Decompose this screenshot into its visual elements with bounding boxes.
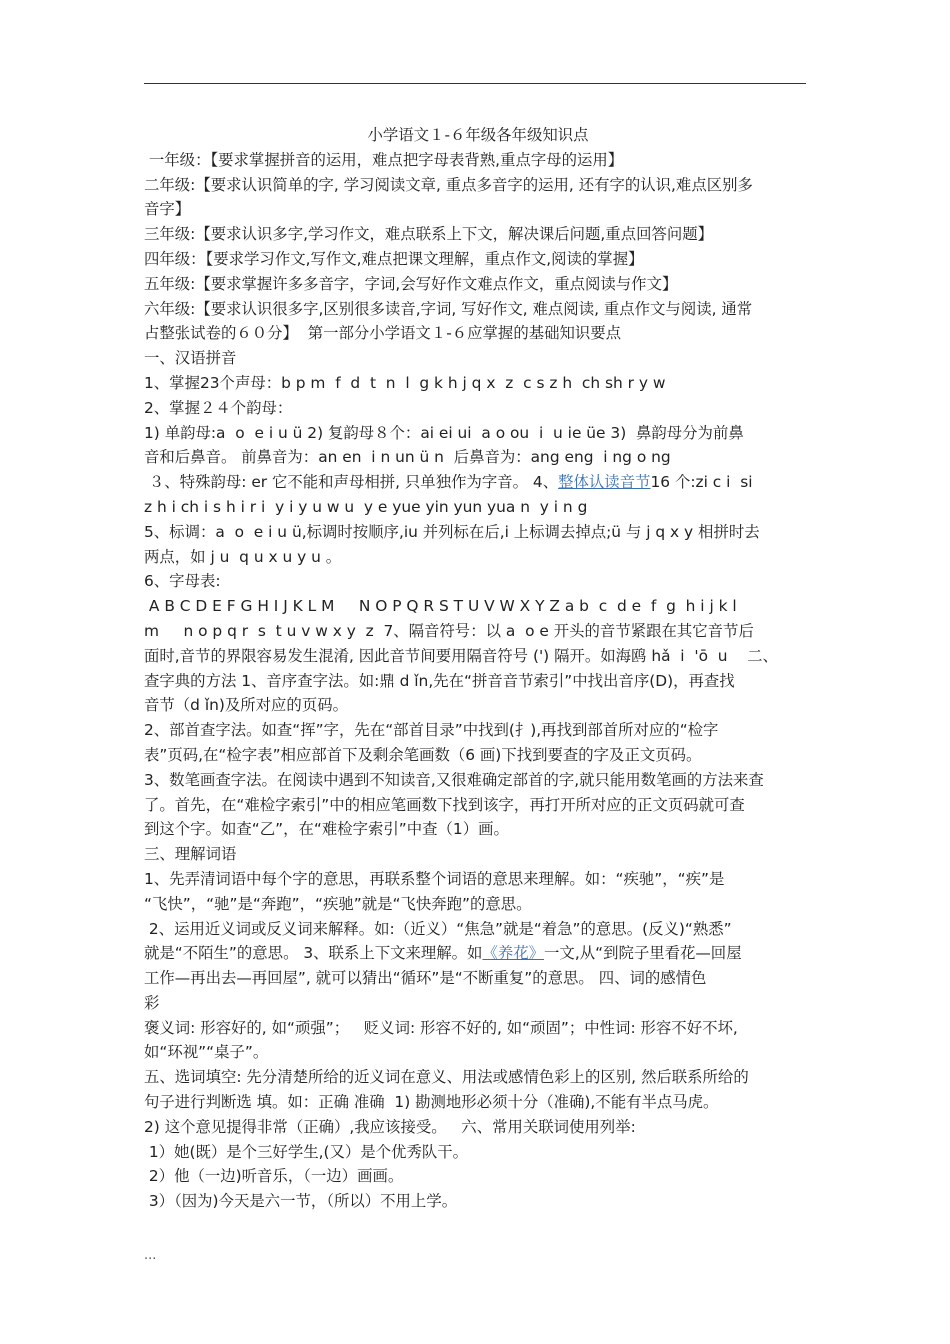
text-line: 2、掌握２４个韵母：	[144, 398, 293, 417]
text-line: 褒义词: 形容好的, 如“顽强”； 贬义词: 形容不好的, 如“顽固”；中性词: 形容不好不坏,	[144, 1018, 738, 1037]
text-line: 面时,音节的界限容易发生混淆, 因此音节间要用隔音符号 (') 隔开。如海鸥 hǎ i 'ō u ﻿二、	[144, 646, 778, 665]
page-title: 小学语文１-６年级各年级知识点	[367, 126, 589, 144]
text-line: 1、先弄清词语中每个字的意思，再联系整个词语的意思来理解。如：“疾驰”，“疾”是	[144, 869, 725, 888]
text-line: 一年级：【要求掌握拼音的运用，难点把字母表背熟,重点字母的运用】	[144, 150, 624, 169]
text-line: 3、数笔画查字法。在阅读中遇到不知读音,又很难确定部首的字,就只能用数笔画的方法来查	[144, 770, 764, 789]
text-line: 了。首先，在“难检字索引”中的相应笔画数下找到该字，再打开所对应的正文页码就可查	[144, 795, 745, 814]
text-line: 2、运用近义词或反义词来解释。如:（近义）“焦急”就是“着急”的意思。(反义)“熟悉”	[144, 919, 732, 938]
text-line: “飞快”，“驰”是“奔跑”，“疾驰”就是“飞快奔跑”的意思。	[144, 894, 532, 913]
text-segment: 一文,从“到院子里看花—回屋	[544, 944, 742, 963]
text-line: 1）她(既）是个三好学生,(又）是个优秀队干。	[144, 1142, 469, 1161]
text-segment: ３、特殊韵母: er 它不能和声母相拼, 只单独作为字音。 4﻿、	[144, 473, 559, 492]
text-line: 音字】	[144, 200, 191, 219]
text-line: A B C D E F G H I J K L M N O P Q R S T U V W X Y Z a b c d e f g h i j k l	[144, 597, 737, 616]
text-line: 两点，如 j u q u x u y u 。	[144, 547, 342, 566]
text-line: 占整张试卷的６０分】 ﻿第一部分小学语文１-６应掌握的基础知识要点	[144, 324, 622, 343]
text-line: 六年级:【要求认识很多字,区别很多读音,字词, 写好作文, 难点阅读, 重点作文与阅读, 通常	[144, 299, 753, 318]
text-line: m n o p q r s t u v w x y z 7﻿、隔音符号：以 a o e 开头的音节紧跟在其它音节后	[144, 621, 754, 640]
text-line: z h i ch i s h i r i y i y u w u y e yue yin yun yua n y i n g	[144, 497, 588, 516]
section-heading: 一、汉语拼音	[144, 349, 237, 368]
text-line: 3）（因为)今天是六一节，（所以）不用上学。	[144, 1192, 458, 1211]
text-line: 如“环视”“桌子”。	[144, 1043, 269, 1062]
text-line: 6、字母表:	[144, 572, 221, 591]
text-line: 彩	[144, 993, 160, 1012]
text-line: 三年级:【要求认识多字,学习作文，难点联系上下文，解决课后问题,重点回答问题】	[144, 225, 714, 244]
yanghua-link[interactable]: 《养花》	[482, 944, 545, 963]
text-segment: 16 个:zi c i si	[650, 473, 753, 492]
top-rule	[144, 83, 806, 84]
text-line	[144, 941, 812, 966]
text-line: 二年级:【要求认识简单的字, 学习阅读文章, 重点多音字的运用, 还有字的认识,难点区别多	[144, 175, 753, 194]
text-line: 1) 单韵母:a o e i u ü 2﻿) 复韵母８个：ai ei ui a o ou i u ie üe 3﻿) 鼻韵母分为前鼻	[144, 423, 744, 442]
page-footer: ...	[144, 1248, 157, 1263]
document-body	[144, 123, 812, 1214]
text-line: 2）他（一边)听音乐，（一边）画画。	[144, 1167, 404, 1186]
text-line: 2、部首查字法。如查“挥”字，先在“部首目录”中找到(扌),再找到部首所对应的“检字	[144, 721, 719, 740]
text-line: 工作—再出去—再回屋”, 就可以猜出“循环”是“不断重复”的意思。 ﻿四、词的感情色	[144, 969, 707, 988]
text-line: 四年级：【要求学习作文,写作文,难点把课文理解，重点作文,阅读的掌握】	[144, 249, 644, 268]
text-line: 音节（d ǐn)及所对应的页码。	[144, 696, 348, 715]
text-segment: 就是“不陌生”的意思。 3﻿、联系上下文来理解。如	[144, 944, 483, 963]
text-line: 5、标调：a o e i u ü,标调时按顺序,iu 并列标在后,i 上标调去掉点;ü 与 j q x y 相拼时去	[144, 522, 760, 541]
text-line	[144, 470, 812, 495]
text-line: 2) 这个意见提得非常（正确）,我应该接受。 ﻿六、常用关联词使用列举:	[144, 1117, 636, 1136]
text-line: 表”页码,在“检字表”相应部首下及剩余笔画数（6 画)下找到要查的字及正文页码。	[144, 745, 702, 764]
text-line: 到这个字。如查“乙”，在“难检字索引”中查（1）画。	[144, 820, 509, 839]
text-line: 查字典的方法 1﻿、音序查字法。如:鼎 d ǐn,先在“拼音音节索引”中找出音序(D)，再查找	[144, 671, 735, 690]
text-line: 句子进行判断选 填。如：正确 准确 1﻿) 勘测地形必须十分（准确),不能有半点马虎。	[144, 1093, 719, 1112]
text-line: 五年级:【要求掌握许多多音字，字词,会写好作文难点作文，重点阅读与作文】	[144, 274, 678, 293]
section-heading: 三、理解词语	[144, 845, 237, 864]
text-line: 五、选词填空: ﻿先分清楚所给的近义词在意义、用法或感情色彩上的区别, 然后联系所给的	[144, 1068, 749, 1087]
text-line: 1、掌握23个声母：b p m f d t n l g k h j q x z c s z h ch sh r y w	[144, 373, 666, 392]
text-line: 音和后鼻音。 前鼻音为：an en i n un ü n 后鼻音为：ang eng i ng o ng	[144, 448, 671, 467]
whole-syllable-link[interactable]: 整体认读音节	[558, 473, 651, 492]
